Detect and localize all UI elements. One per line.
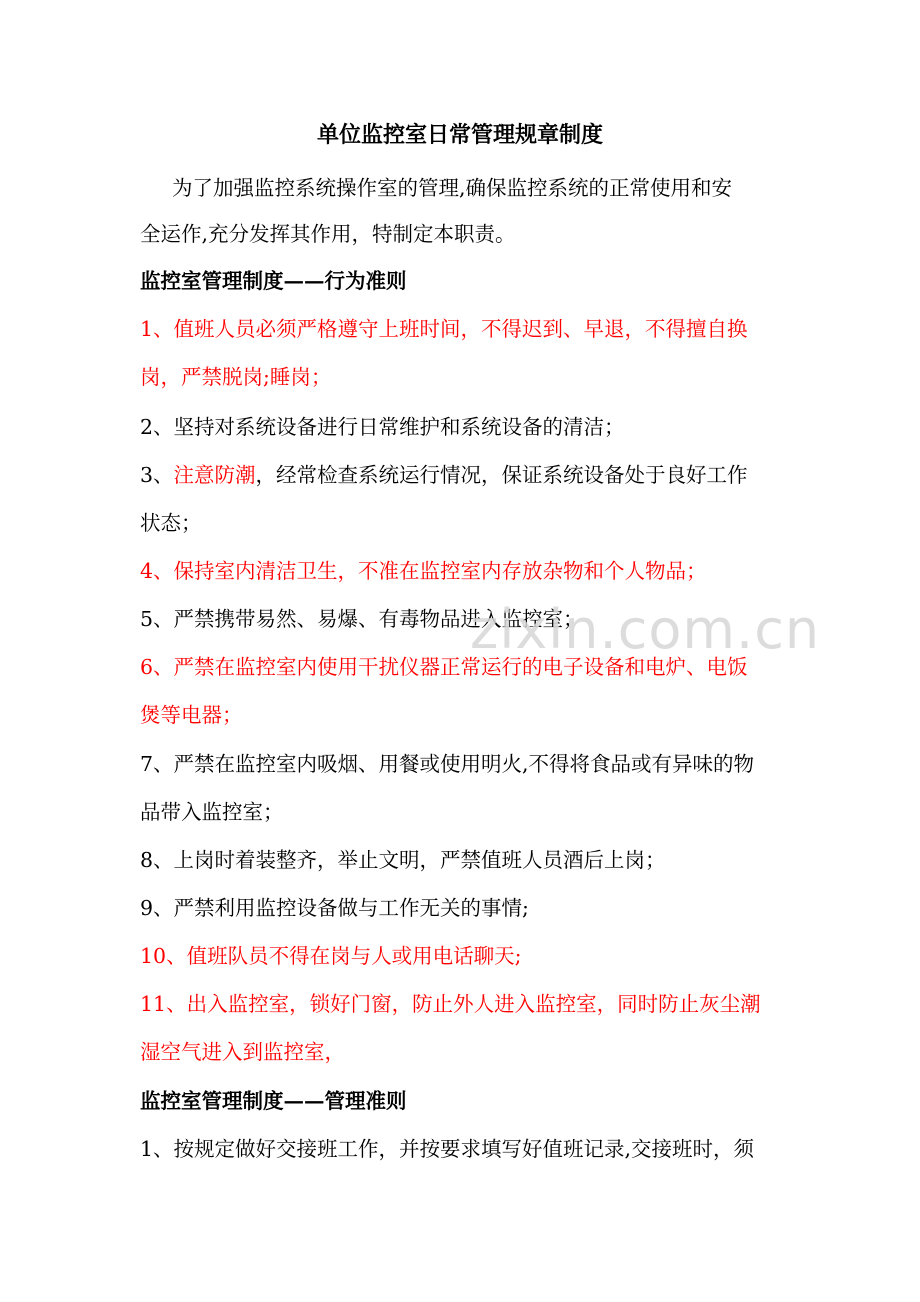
conduct-item-8: 8、上岗时着装整齐，举止文明，严禁值班人员酒后上岗； [140,848,666,872]
conduct-item-3-line-2: 状态； [140,511,202,535]
conduct-item-7-line-2: 品带入监控室； [140,800,284,824]
conduct-item-3-line-1 [140,460,790,490]
conduct-item-11-line-1: 11、出入监控室，锁好门窗，防止外人进入监控室，同时防止灰尘潮 [140,992,761,1016]
watermark-logo: zixin.com.cn [470,598,821,661]
management-item-1-line-1: 1、按规定做好交接班工作，并按要求填写好值班记录,交接班时，须 [140,1137,755,1161]
intro-line-2: 全运作,充分发挥其作用，特制定本职责。 [140,222,516,246]
section-heading-conduct: 监控室管理制度——行为准则 [140,269,407,293]
conduct-item-6-line-1: 6、严禁在监控室内使用干扰仪器正常运行的电子设备和电炉、电饭 [140,655,748,679]
conduct-item-7-line-1: 7、严禁在监控室内吸烟、用餐或使用明火,不得将食品或有异味的物 [140,752,755,776]
conduct-item-11-line-2: 湿空气进入到监控室， [140,1040,345,1064]
document-title: 单位监控室日常管理规章制度 [316,122,603,148]
conduct-item-9: 9、严禁利用监控设备做与工作无关的事情; [140,896,529,920]
conduct-item-5: 5、严禁携带易然、易爆、有毒物品进入监控室； [140,607,584,631]
conduct-item-2: 2、坚持对系统设备进行日常维护和系统设备的清洁； [140,415,625,439]
conduct-item-6-line-2: 煲等电器； [140,703,243,727]
conduct-item-3-rest: ，经常检查系统运行情况，保证系统设备处于良好工作 [255,463,748,487]
conduct-item-4: 4、保持室内清洁卫生，不准在监控室内存放杂物和个人物品； [140,559,707,583]
conduct-item-3-prefix: 3、 [140,463,174,487]
conduct-item-3-highlight: 注意防潮 [173,463,256,487]
conduct-item-1-line-2: 岗，严禁脱岗;睡岗； [140,365,332,389]
conduct-item-1-line-1: 1、值班人员必须严格遵守上班时间，不得迟到、早退，不得擅自换 [140,317,748,341]
intro-line-1: 为了加强监控系统操作室的管理,确保监控系统的正常使用和安 [172,176,733,200]
conduct-item-10: 10、值班队员不得在岗与人或用电话聊天; [140,944,522,968]
section-heading-management: 监控室管理制度——管理准则 [140,1089,407,1113]
